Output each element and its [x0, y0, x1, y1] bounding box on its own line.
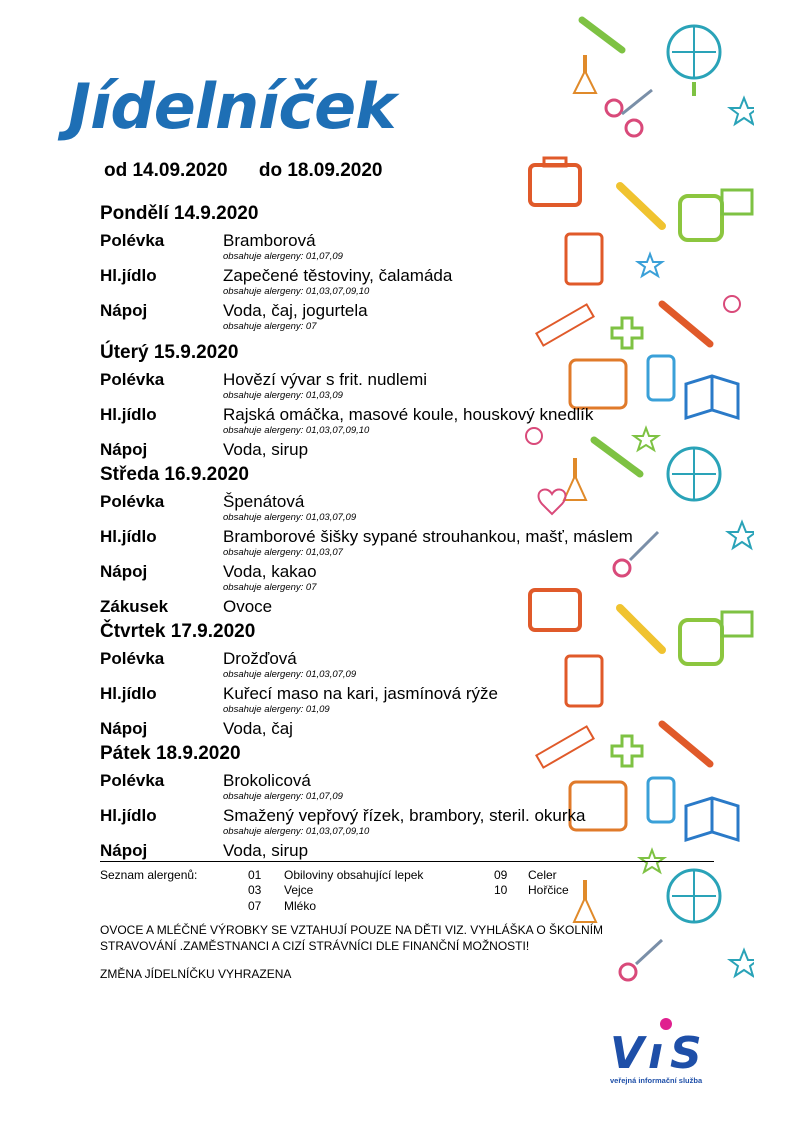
course-label: Nápoj	[100, 301, 148, 320]
allergen-code: 01	[248, 868, 262, 882]
plus-icon	[612, 736, 642, 766]
calculator-icon	[566, 656, 602, 706]
course-label: Hl.jídlo	[100, 684, 157, 703]
dish-name: Zapečené těstoviny, čalamáda	[223, 266, 453, 285]
dish-allergens: obsahuje alergeny: 01,03,09	[223, 390, 343, 401]
dish-allergens: obsahuje alergeny: 01,03,07	[223, 547, 343, 558]
globe-icon	[668, 448, 720, 500]
dish-allergens: obsahuje alergeny: 07	[223, 582, 317, 593]
course-label: Hl.jídlo	[100, 405, 157, 424]
logo-tagline: veřejná informační služba	[610, 1076, 703, 1085]
dish-allergens: obsahuje alergeny: 07	[223, 321, 317, 332]
dish-name: Voda, sirup	[223, 440, 309, 459]
svg-text:ı: ı	[648, 1028, 664, 1079]
flask-icon	[574, 880, 596, 922]
flower-icon	[724, 296, 740, 312]
pencil-icon	[662, 304, 710, 344]
allergen-name: Mléko	[284, 899, 317, 913]
day-heading: Pátek 18.9.2020	[100, 743, 241, 764]
pencil-icon	[582, 20, 622, 50]
book-icon	[686, 376, 738, 418]
allergen-code: 09	[494, 868, 508, 882]
glue-icon	[648, 778, 674, 822]
course-label: Zákusek	[100, 597, 169, 616]
pencil-icon	[594, 440, 640, 474]
star-icon	[638, 254, 662, 276]
course-label: Polévka	[100, 771, 165, 790]
dish-allergens: obsahuje alergeny: 01,03,07,09,10	[223, 826, 370, 837]
dish-name: Kuřecí maso na kari, jasmínová rýže	[223, 684, 498, 703]
dish-name: Rajská omáčka, masové koule, houskový knedlík	[223, 405, 594, 424]
dish-name: Brokolicová	[223, 771, 311, 790]
dish-allergens: obsahuje alergeny: 01,03,07,09	[223, 669, 357, 680]
heart-icon	[539, 489, 566, 514]
course-label: Nápoj	[100, 562, 148, 581]
dish-allergens: obsahuje alergeny: 01,09	[223, 704, 330, 715]
dish-name: Voda, sirup	[223, 841, 309, 860]
page-title: Jídelníček	[68, 70, 396, 143]
glue-icon	[648, 356, 674, 400]
dish-allergens: obsahuje alergeny: 01,07,09	[223, 791, 343, 802]
menu-period	[104, 160, 382, 182]
svg-text:S: S	[670, 1028, 702, 1079]
dish-name: Voda, čaj, jogurtela	[223, 301, 368, 320]
book-icon	[686, 798, 738, 840]
dish-allergens: obsahuje alergeny: 01,07,09	[223, 251, 343, 262]
course-label: Hl.jídlo	[100, 266, 157, 285]
course-label: Hl.jídlo	[100, 806, 157, 825]
star-icon	[728, 522, 754, 548]
dish-name: Špenátová	[223, 492, 305, 511]
ruler-icon	[536, 304, 593, 345]
allergen-code: 10	[494, 883, 508, 897]
day-heading: Úterý 15.9.2020	[100, 342, 239, 363]
course-label: Nápoj	[100, 440, 148, 459]
course-label: Polévka	[100, 231, 165, 250]
allergen-list-label: Seznam alergenů:	[100, 868, 198, 882]
course-label: Polévka	[100, 649, 165, 668]
bag-icon	[570, 360, 626, 408]
flask-icon	[564, 458, 586, 500]
dish-allergens: obsahuje alergeny: 01,03,07,09	[223, 512, 357, 523]
dish-name: Ovoce	[223, 597, 273, 616]
star-icon	[730, 98, 754, 124]
course-label: Hl.jídlo	[100, 527, 157, 546]
allergen-name: Obiloviny obsahující lepek	[284, 868, 424, 882]
course-label: Polévka	[100, 492, 165, 511]
globe-icon	[668, 870, 720, 922]
notes-line: OVOCE A MLÉČNÉ VÝROBKY SE VZTAHUJÍ POUZE NA DĚTI VIZ. VYHLÁŠKA O ŠKOLNÍM	[100, 923, 604, 937]
globe-icon	[668, 26, 720, 96]
period-from: od 14.09.2020	[104, 160, 228, 181]
briefcase-icon	[530, 590, 580, 630]
money-icon	[722, 190, 752, 214]
flask-icon	[574, 55, 596, 93]
period-to: do 18.09.2020	[258, 160, 383, 181]
allergen-name: Celer	[528, 868, 557, 882]
backpack-icon	[680, 196, 722, 240]
scissors-icon	[620, 940, 662, 980]
day-heading: Pondělí 14.9.2020	[100, 203, 259, 224]
star-icon	[730, 950, 754, 976]
dish-name: Bramborové šišky sypané strouhankou, mašť, máslem	[223, 527, 633, 546]
menu-change-note: ZMĚNA JÍDELNÍČKU VYHRAZENA	[100, 967, 292, 981]
briefcase-icon	[530, 158, 580, 205]
allergen-name: Vejce	[284, 883, 314, 897]
plus-icon	[612, 318, 642, 348]
ruler-icon	[536, 726, 593, 767]
allergen-code: 07	[248, 899, 262, 913]
course-label: Polévka	[100, 370, 165, 389]
dish-name: Voda, kakao	[223, 562, 317, 581]
school-doodles-decoration	[522, 0, 754, 1010]
dish-name: Hovězí vývar s frit. nudlemi	[223, 370, 428, 389]
day-heading: Čtvrtek 17.9.2020	[100, 621, 256, 642]
allergen-name: Hořčice	[528, 883, 569, 897]
dish-name: Bramborová	[223, 231, 316, 250]
day-heading: Středa 16.9.2020	[100, 464, 249, 485]
pencil-icon	[662, 724, 710, 764]
dish-name: Voda, čaj	[223, 719, 293, 738]
svg-text:V: V	[610, 1028, 645, 1079]
course-label: Nápoj	[100, 719, 148, 738]
pencil-icon	[620, 186, 662, 226]
course-label: Nápoj	[100, 841, 148, 860]
dish-name: Drožďová	[223, 649, 297, 668]
money-icon	[722, 612, 752, 636]
backpack-icon	[680, 620, 722, 664]
allergen-code: 03	[248, 883, 262, 897]
pencil-icon	[620, 608, 662, 650]
dish-allergens: obsahuje alergeny: 01,03,07,09,10	[223, 286, 370, 297]
flower-icon	[526, 428, 542, 444]
star-icon	[634, 428, 658, 450]
notes-line: STRAVOVÁNÍ .ZAMĚSTNANCI A CIZÍ STRÁVNÍCI DLE FINANČNÍ MOŽNOSTI!	[100, 939, 530, 953]
divider	[100, 861, 714, 862]
calculator-icon	[566, 234, 602, 284]
dish-name: Smažený vepřový řízek, brambory, steril. okurka	[223, 806, 586, 825]
scissors-icon	[606, 90, 652, 136]
dish-allergens: obsahuje alergeny: 01,03,07,09,10	[223, 425, 370, 436]
